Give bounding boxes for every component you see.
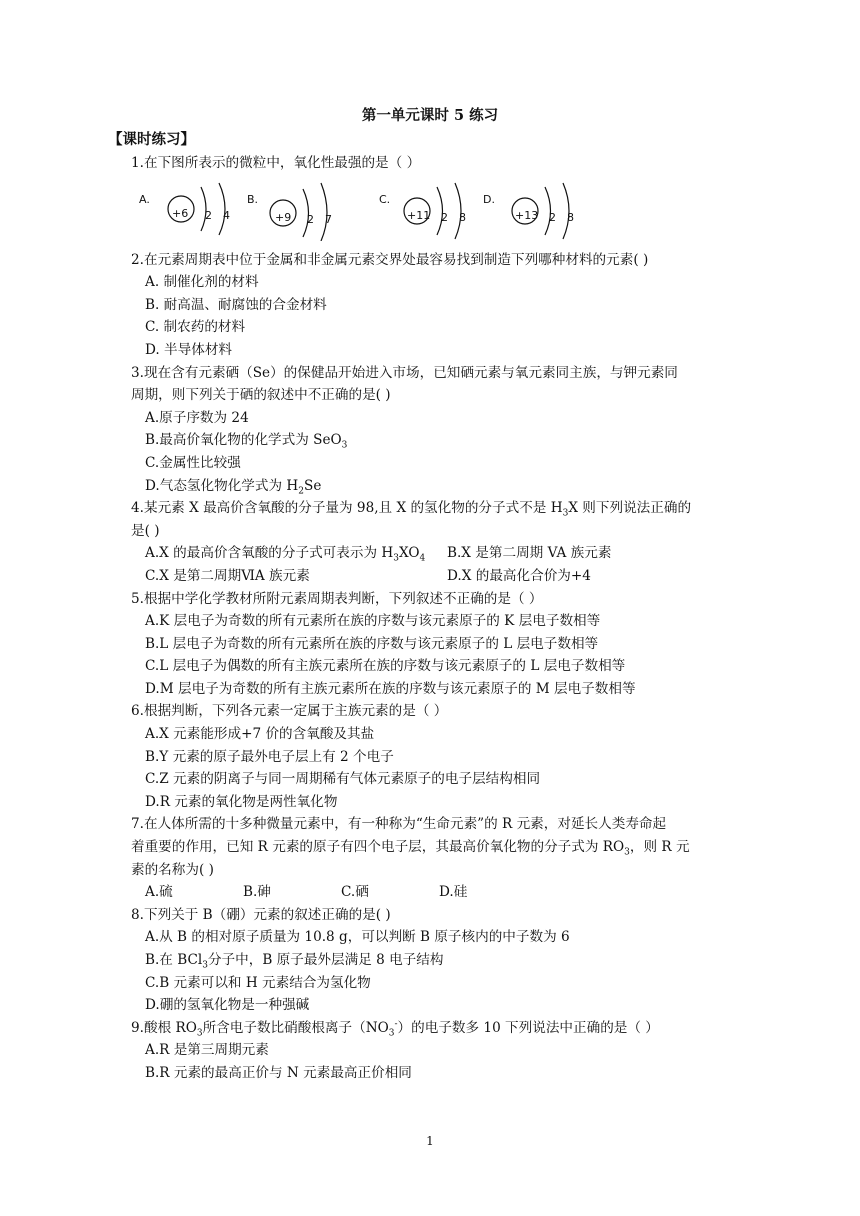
atom-b-shells (247, 181, 357, 241)
question-8-option-a: A.从 B 的相对原子质量为 10.8 g，可以判断 B 原子核内的中子数为 6 (145, 929, 570, 946)
question-8-option-d: D.硼的氢氧化物是一种强碱 (145, 997, 310, 1014)
atom-diagram-c (379, 181, 489, 241)
atom-d-shell-1: 2 (549, 210, 556, 224)
atom-diagram-b (247, 181, 357, 241)
question-5-option-b: B.L 层电子为奇数的所有元素所在族的序数与该元素原子的 L 层电子数相等 (145, 635, 599, 652)
question-1-stem: 1.在下图所表示的微粒中，氧化性最强的是（ ） (131, 155, 421, 171)
atom-b-shell-2: 7 (325, 212, 332, 226)
atom-a-shell-2: 4 (223, 208, 230, 222)
question-6-option-c: C.Z 元素的阴离子与同一周期稀有气体元素原子的电子层结构相同 (145, 771, 541, 788)
atom-a-shells (139, 181, 249, 241)
atom-diagram-d (483, 181, 593, 241)
atom-d-nucleus: +13 (515, 208, 539, 222)
question-7-stem-line-1: 7.在人体所需的十多种微量元素中，有一种称为“生命元素”的 R 元素，对延长人类寿命起 (131, 816, 667, 833)
atom-diagram-a (139, 181, 249, 241)
question-9-option-b: B.R 元素的最高正价与 N 元素最高正价相同 (145, 1064, 412, 1081)
question-4-option-b: B.X 是第二周期 VA 族元素 (447, 545, 612, 562)
question-7-option-b: B.砷 (243, 884, 271, 901)
question-7-option-d: D.硅 (439, 884, 468, 901)
atom-d-shell-2: 8 (567, 210, 574, 224)
atom-a-shell-1: 2 (205, 208, 212, 222)
question-2-option-d: D. 半导体材料 (145, 341, 233, 358)
question-6-option-b: B.Y 元素的原子最外电子层上有 2 个电子 (145, 748, 394, 765)
question-3-stem-line-1: 3.现在含有元素硒（Se）的保健品开始进入市场，已知硒元素与氧元素同主族，与钾元素同 (131, 364, 678, 381)
question-3-option-c: C.金属性比较强 (145, 454, 241, 471)
question-4-option-c: C.X 是第二周期ⅥA 族元素 (145, 567, 310, 584)
page-number: 1 (426, 1134, 434, 1148)
question-4-option-a: A.X 的最高价含氧酸的分子式可表示为 $H_3XO_4$ (145, 545, 426, 565)
atom-diagrams (131, 175, 739, 249)
question-3-option-d: D.气态氢化物化学式为 $H_2Se$ (145, 477, 322, 497)
question-list (131, 152, 739, 1085)
question-2-option-b: B. 耐高温、耐腐蚀的合金材料 (145, 296, 327, 313)
question-2-option-a: A. 制催化剂的材料 (145, 274, 259, 291)
question-3-stem-line-2: 周期，则下列关于硒的叙述中不正确的是( ) (131, 387, 391, 404)
question-7-option-c: C.硒 (341, 884, 369, 901)
atom-c-shell-2: 8 (459, 210, 466, 224)
question-7-option-a: A.硫 (145, 884, 173, 901)
question-2-stem: 2.在元素周期表中位于金属和非金属元素交界处最容易找到制造下列哪种材料的元素( ) (131, 251, 649, 268)
question-4-stem-line-2: 是( ) (131, 522, 160, 539)
question-6-option-d: D.R 元素的氧化物是两性氧化物 (145, 793, 338, 810)
atom-b-shell-1: 2 (307, 212, 314, 226)
question-2-option-c: C. 制农药的材料 (145, 319, 246, 336)
atom-c-nucleus: +11 (407, 208, 431, 222)
atom-a-label: A. (139, 192, 150, 206)
atom-b-label: B. (247, 192, 259, 206)
question-4-option-d: D.X 的最高化合价为+4 (447, 567, 591, 584)
question-5-option-c: C.L 层电子为偶数的所有主族元素所在族的序数与该元素原子的 L 层电子数相等 (145, 658, 626, 675)
question-8-option-b: B.在 BCl$_3$分子中，B 原子最外层满足 8 电子结构 (145, 952, 444, 971)
section-heading: 【课时练习】 (108, 131, 195, 148)
atom-c-shells (379, 181, 489, 241)
question-5-stem: 5.根据中学化学教材所附元素周期表判断，下列叙述不正确的是（ ） (131, 590, 543, 607)
atom-b-nucleus: +9 (275, 210, 292, 224)
question-6-option-a: A.X 元素能形成+7 价的含氧酸及其盐 (145, 726, 375, 743)
question-4-options-row-1 (145, 542, 739, 565)
question-4-options-row-2 (145, 565, 739, 588)
question-5-option-d: D.M 层电子为奇数的所有主族元素所在族的序数与该元素原子的 M 层电子数相等 (145, 680, 636, 697)
question-7-stem-line-3: 素的名称为( ) (131, 861, 214, 878)
question-7-options-row (145, 881, 739, 904)
question-6-stem: 6.根据判断，下列各元素一定属于主族元素的是（ ） (131, 703, 448, 720)
atom-a-nucleus: +6 (172, 206, 189, 220)
question-9-stem: 9.酸根 $RO_3$所含电子数比硝酸根离子$(NO_3^-)$的电子数多 10 下列说法中正确的是（ ） (131, 1019, 659, 1039)
question-5-option-a: A.K 层电子为奇数的所有元素所在族的序数与该元素原子的 K 层电子数相等 (145, 613, 601, 630)
question-7-stem-line-2: 着重要的作用，已知 R 元素的原子有四个电子层，其最高价氧化物的分子式为 $RO_3$，则 R 元 (131, 839, 690, 858)
atom-c-label: C. (379, 192, 391, 206)
question-8-stem: 8.下列关于 B（硼）元素的叙述正确的是( ) (131, 906, 391, 923)
question-4-stem-line-1: 4.某元素 X 最高价含氧酸的分子量为 98,且 X 的氢化物的分子式不是 $H_3X$ 则下列说法正确的 (131, 500, 692, 519)
atom-c-shell-1: 2 (441, 210, 448, 224)
atom-d-label: D. (483, 192, 495, 206)
page-title: 第一单元课时 5 练习 (361, 107, 499, 124)
question-3-option-a: A.原子序数为 24 (145, 409, 249, 426)
question-8-option-c: C.B 元素可以和 H 元素结合为氢化物 (145, 974, 371, 991)
question-9-option-a: A.R 是第三周期元素 (145, 1042, 269, 1059)
question-3-option-b: B.最高价氧化物的化学式为 SeO$_3$ (145, 432, 348, 452)
